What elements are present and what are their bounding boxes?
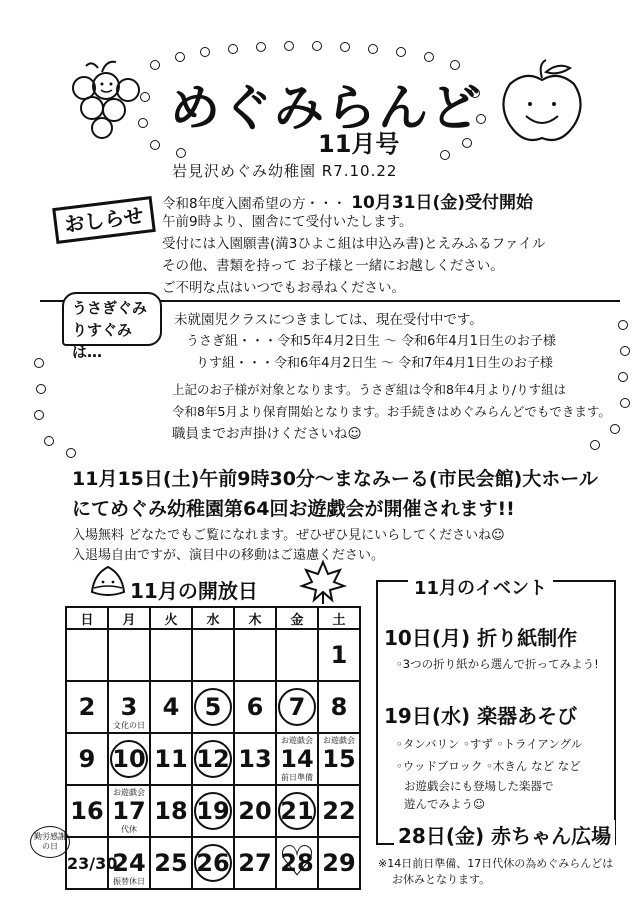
calendar-day-cell [150, 733, 192, 785]
calendar-day-number: 25 [154, 849, 188, 877]
calendar-day-note: 代休 [121, 825, 137, 834]
calendar-title: 11月の開放日 [130, 579, 258, 603]
weekday-tue: 火 [150, 607, 192, 629]
calendar-day-note: お遊戯会 [113, 788, 145, 797]
weekday-wed: 水 [192, 607, 234, 629]
notice-line-3: 受付には入園願書(満3ひよこ組は申込み書)とえみふるファイル [162, 236, 546, 252]
calendar-day-cell [108, 733, 150, 785]
calendar-week-row [66, 629, 360, 681]
notice-line-4: その他、書類を持って お子様と一緒にお越しください。 [162, 258, 504, 274]
calendar-day-number: 5 [204, 693, 222, 721]
calendar-day-number: 21 [280, 797, 314, 825]
weekday-sat: 土 [318, 607, 360, 629]
calendar-day-number: 20 [238, 797, 272, 825]
calendar-day-number: 13 [238, 745, 272, 773]
weekday-thu: 木 [234, 607, 276, 629]
calendar-week-row [66, 785, 360, 837]
calendar-day-cell [108, 681, 150, 733]
calendar-day-note: 前日準備 [281, 773, 313, 782]
issue-number: 11月号 [318, 130, 400, 158]
calendar-day-number: 18 [154, 797, 188, 825]
calendar-day-cell [318, 837, 360, 889]
calendar-day-number: 3 [120, 693, 138, 721]
calendar-day-number: 15 [322, 745, 356, 773]
calendar-day-number: 17 [112, 797, 146, 825]
calendar-day-cell [192, 681, 234, 733]
usagi-label-line-2: りすぐみは… [72, 321, 133, 361]
calendar-day-number: 9 [78, 745, 96, 773]
calendar-day-cell [318, 681, 360, 733]
calendar-day-cell [276, 681, 318, 733]
calendar-day-number: 29 [322, 849, 356, 877]
calendar-day-cell [66, 681, 108, 733]
footer-note-line-1: ※14日前日準備、17日代休の為めぐみらんどは [378, 857, 614, 870]
calendar-day-cell [234, 733, 276, 785]
calendar-week-row [66, 681, 360, 733]
calendar-day-cell [66, 837, 118, 889]
calendar-day-number: 19 [196, 797, 230, 825]
calendar-day-note: 文化の日 [113, 721, 145, 730]
calendar-day-cell [276, 629, 318, 681]
calendar-day-cell [276, 733, 318, 785]
calendar-day-cell [192, 733, 234, 785]
recital-line-4: 入退場自由ですが、演目中の移動はご遠慮ください。 [72, 548, 385, 563]
calendar-day-cell [66, 629, 108, 681]
calendar-day-note: お遊戯会 [323, 736, 355, 745]
calendar-week-row [66, 837, 360, 889]
events-title: 11月のイベント [408, 574, 553, 600]
calendar-day-cell [318, 733, 360, 785]
calendar-day-cell [318, 629, 360, 681]
calendar-day-number: 6 [246, 693, 264, 721]
usagi-line-1: 未就園児クラスにつきましては、現在受付中です。 [174, 312, 483, 328]
labor-thanksgiving-badge: 勤労感謝の日 [30, 826, 70, 858]
calendar-day-number: 2 [78, 693, 96, 721]
maple-leaf-icon [298, 558, 348, 604]
footer-note-line-2: お休みとなります。 [392, 873, 491, 886]
calendar-day-note: 振替休日 [113, 877, 145, 886]
calendar-day-number: 28 ♡ [280, 849, 313, 877]
notice-reception-start: 10月31日(金)受付開始 [351, 193, 534, 213]
event-2-desc-2: ◦ウッドブロック ◦木きん など など [396, 759, 581, 773]
usagi-line-5: 令和8年5月より保育開始となります。お手続きはめぐみらんどでもできます。 [172, 404, 611, 419]
calendar-day-cell [150, 629, 192, 681]
calendar-day-number: 26 [196, 849, 230, 877]
calendar-day-number: 23/30 [67, 853, 118, 873]
weekday-mon: 月 [108, 607, 150, 629]
calendar-day-cell [108, 785, 150, 837]
calendar-day-cell [276, 837, 318, 889]
notice-line-1 [162, 188, 533, 214]
calendar-day-number: 22 [322, 797, 356, 825]
calendar-day-cell [150, 785, 192, 837]
calendar-week-row [66, 733, 360, 785]
newsletter-title: めぐみらんど [170, 79, 482, 137]
usagi-line-6: 職員までお声掛けくださいね☺ [172, 426, 362, 442]
recital-line-3: 入場無料 どなたでもご覧になれます。ぜひぜひ見にいらしてくださいね☺ [72, 528, 505, 543]
notice-line-1-prefix: 令和8年度入園希望の方・・・ [162, 196, 347, 212]
event-2-desc-3: お遊戯会にも登場した楽器で [404, 779, 554, 793]
calendar-day-cell [276, 785, 318, 837]
chestnut-icon [88, 564, 128, 600]
event-1-desc: ◦3つの折り紙から選んで折ってみよう! [396, 657, 599, 671]
notice-line-2: 午前9時より、園舎にて受付いたします。 [162, 214, 413, 230]
usagi-label-line-1: うさぎぐみ [72, 299, 148, 317]
usagi-line-2: うさぎ組・・・令和5年4月2日生 ～ 令和6年4月1日生のお子様 [186, 334, 556, 349]
calendar-weekday-row [66, 607, 360, 629]
calendar-day-cell [318, 785, 360, 837]
calendar-day-cell [66, 733, 108, 785]
apple-icon [496, 58, 588, 148]
calendar-day-cell [150, 681, 192, 733]
calendar-day-cell [192, 785, 234, 837]
calendar-day-cell [192, 837, 234, 889]
event-3-date: 28日(金) 赤ちゃん広場 [394, 820, 615, 849]
grapes-icon [62, 58, 148, 142]
calendar-day-number: 8 [330, 693, 348, 721]
notice-label: おしらせ [52, 196, 156, 244]
calendar-day-cell [108, 629, 150, 681]
calendar-day-number: 1 [330, 641, 348, 669]
usagi-line-3: りす組・・・令和6年4月2日生 ～ 令和7年4月1日生のお子様 [196, 356, 553, 371]
usagi-risu-label [62, 292, 162, 361]
calendar-day-number: 24 [112, 849, 146, 877]
calendar-day-cell [234, 785, 276, 837]
recital-line-1: 11月15日(土)午前9時30分～まなみーる(市民会館)大ホール [72, 468, 598, 490]
notice-line-5: ご不明な点はいつでもお尋ねください。 [162, 280, 405, 296]
calendar-day-number: 7 [288, 693, 306, 721]
calendar-day-number: 11 [154, 745, 188, 773]
weekday-sun: 日 [66, 607, 108, 629]
calendar-day-number: 27 [238, 849, 272, 877]
calendar-day-cell [108, 837, 150, 889]
calendar-day-number: 4 [162, 693, 180, 721]
calendar-day-number: 16 [70, 797, 104, 825]
calendar-day-cell [234, 681, 276, 733]
school-name-date: 岩見沢めぐみ幼稚園 R7.10.22 [172, 162, 398, 180]
calendar-day-number: 14 [280, 745, 314, 773]
calendar-day-cell [192, 629, 234, 681]
calendar-day-number: 12 [196, 745, 230, 773]
calendar-day-cell [234, 629, 276, 681]
calendar-day-cell [150, 837, 192, 889]
usagi-line-4: 上記のお子様が対象となります。うさぎ組は令和8年4月より/りす組は [172, 382, 567, 397]
calendar-day-cell [234, 837, 276, 889]
recital-line-2: にてめぐみ幼稚園第64回お遊戯会が開催されます!! [72, 498, 515, 520]
calendar-day-number: 10 [112, 745, 146, 773]
calendar-day-cell [66, 785, 108, 837]
open-days-calendar [65, 606, 361, 890]
event-2-desc-1: ◦タンバリン ◦すず ◦トライアングル [396, 737, 583, 751]
event-2-desc-4: 遊んでみよう☺ [404, 797, 485, 811]
weekday-fri: 金 [276, 607, 318, 629]
event-1-date: 10日(月) 折り紙制作 [384, 626, 578, 650]
event-2-date: 19日(水) 楽器あそび [384, 704, 578, 728]
calendar-day-note: お遊戯会 [281, 736, 313, 745]
